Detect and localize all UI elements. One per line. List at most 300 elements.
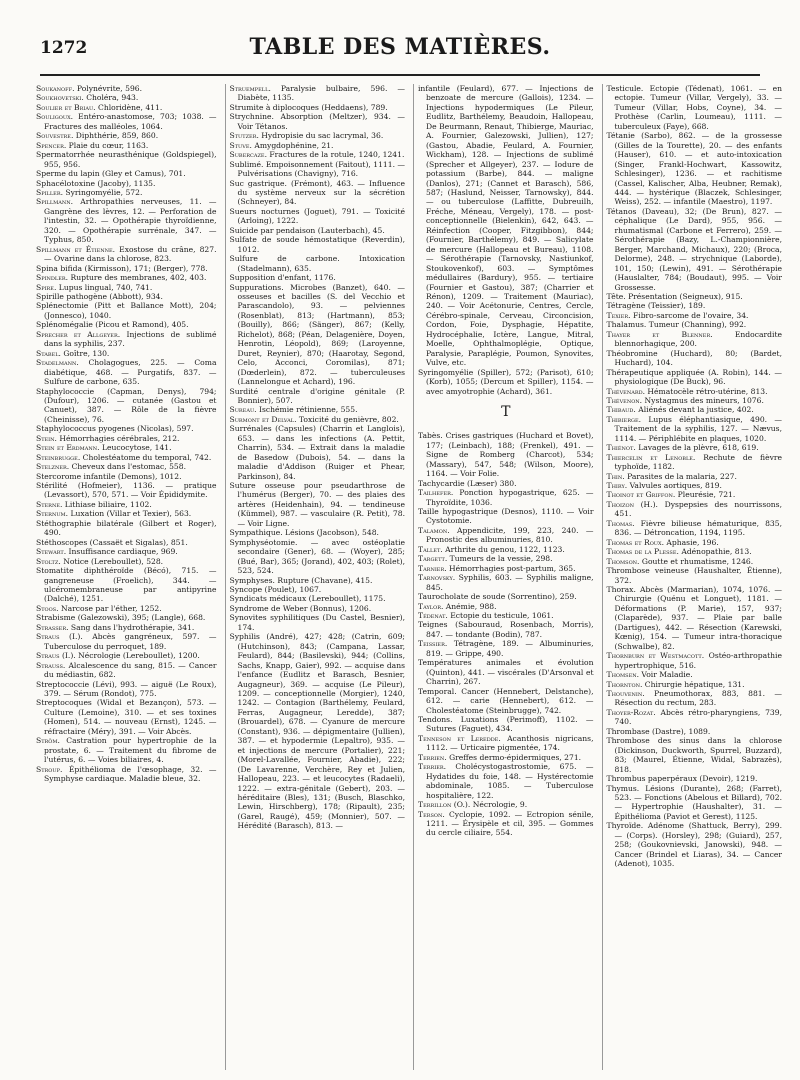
entry-text: Ischémie rétinienne, 555. — [256, 405, 358, 415]
index-entry — [36, 169, 217, 178]
index-entry — [36, 330, 217, 349]
entry-text: Spermatorrhée neurasthénique (Goldspiegel), 955, 956. — [36, 150, 217, 169]
entry-text: Arthrite du genou, 1122, 1123. — [442, 544, 565, 554]
page-number: 1272 — [40, 38, 88, 58]
index-entry — [230, 112, 406, 131]
entry-text: Acanthosis nigricans, 1112. — Urticaire pigmentée, 174. — [426, 733, 594, 753]
entry-author: Tailhefer. — [418, 488, 454, 498]
index-entry — [36, 131, 217, 140]
index-entry — [230, 84, 406, 103]
entry-text: Luxation (Villar et Texier), 563. — [68, 509, 192, 519]
index-entry — [36, 623, 217, 632]
index-entry — [36, 264, 217, 273]
entry-text: Goître, 130. — [60, 348, 110, 358]
entry-text: Suppurations. Microbes (Banzet), 640. — osseuses et bacilles (S. del Vecchio et Parascandolo), 93. — pelviennes (Rosenblat), 813; (Hartmann), 853; (Bouilly), 866; (Sänger), 867; (Kelly, Richelot), 868; (Péan, Delagenière, Doyen, Henrotin, Léopold), 869; (Laroyenne, Duret, Reynier), 870; (Haarotay, Segond, Celo, Acconci, Coromilas), 871; (Dœderlein), 872. — tuberculeuses (Lannelongue et Achard), 196. — [229, 282, 405, 387]
index-entry — [36, 632, 217, 651]
index-entry — [36, 349, 217, 358]
entry-text: Choléra, 943. — [83, 93, 139, 103]
index-entry — [418, 715, 594, 734]
entry-author: Tédenat. — [418, 611, 448, 621]
index-entry — [607, 349, 783, 368]
index-entry — [36, 661, 217, 680]
entry-text: Injections de sublimé dans la syphilis, 237. — [44, 329, 217, 349]
index-entry — [418, 554, 594, 563]
entry-author: Thoyer-Rozat. — [606, 707, 656, 717]
entry-text: Splénectomie (Pitt et Ballance Mott), 204; (Jonnesco), 1040. — [36, 301, 217, 320]
entry-text: Sulfate de soude hémostatique (Reverdin), 1012. — [229, 235, 405, 254]
index-entry — [230, 415, 406, 424]
entry-text: Ectopie du testicule, 1061. — [447, 611, 554, 621]
entry-author: Strauss. — [36, 660, 66, 670]
entry-text: Sublimé. Empoisonnement (Faitout), 1111. — Pulvérisations (Chavigny), 716. — [229, 159, 405, 179]
index-entry — [418, 545, 594, 554]
index-entry — [418, 687, 594, 715]
index-entry — [607, 84, 783, 131]
entry-author: Thiry. — [606, 481, 628, 491]
index-entry — [607, 784, 783, 822]
entry-text: Cyclopie, 1092. — Ectropion sénile, 1211. — Érysipèle et cil, 395. — Gommes du cercle ciliaire, 554. — [426, 809, 594, 838]
index-entry — [230, 226, 406, 235]
index-entry — [36, 519, 217, 538]
index-entry — [36, 188, 217, 197]
entry-author: Soukhovetski. — [36, 93, 84, 103]
entry-text: Cholécystogastrostomie, 675. — Hydatides du foie, 148. — Hystérectomie abdominale, 1085. — Tuberculose hospitalière, 122. — [426, 762, 594, 800]
entry-text: Taurocholate de soude (Sorrentino), 259. — [418, 592, 577, 602]
index-entry — [418, 564, 594, 573]
entry-author: Stabel. — [36, 348, 61, 358]
index-column-3 — [413, 84, 594, 1070]
index-entry — [36, 443, 217, 452]
entry-text: Symphyses. Rupture (Chavane), 415. — [229, 575, 373, 585]
index-entry — [607, 472, 783, 481]
entry-text: Stéthographie bilatérale (Gilbert et Roger), 490. — [36, 518, 217, 538]
entry-text: Syphilis (André), 427; 428; (Catrin, 609; (Hutchinson), 843; (Campana, Lassar, Feulard), 844; (Basilevski), 944; (Collins, Sachs, Knapp, Gaier), 992. — acquise dans l'enfance (Eudlitz et Barasch, Besnier, Augagneur), 369. — acquise (Le Pileur), 1209. — conceptionnelle (Morgier), 1240, 1242. — Contagion (Barthélemy, Feulard, Ferras, Augagneur, Leredde), 387; (Brouardel), 678. — Cyanure de mercure (Constant), 936. — dépigmentaire (Jullien), 387. — et hypodermie (Lepaltro), 935. — et injections de mercure (Portalier), 221; (Morel-Lavallée, Fournier, Abadie), 222; (De Lavarenne, Verchère, Rey et Julien, Hallopeau, 223. — et leucocytes (Radaeli), 1222. — extra-génitale (Gebert), 203. — héréditaire (Bles), 131; (Busch, Blaschko, Lewin, Hirschberg), 178; (Ripault), 235; (Garel, Raugé), 459; (Monnier), 507. — Hérédité (Barasch), 813. — — [229, 632, 405, 831]
entry-author: Ström. — [36, 736, 60, 746]
index-entry — [36, 547, 217, 556]
entry-author: Tarnovsky. — [418, 573, 456, 583]
index-entry — [36, 557, 217, 566]
index-column-1 — [36, 84, 217, 1070]
index-entry — [230, 405, 406, 414]
index-column-2 — [225, 84, 406, 1070]
entry-text: Thorax. Abcès (Marmarian), 1074, 1076. — Chirurgie (Quénu et Longuet), 1181. — Déformations (P. Marie), 157, 937; (Claparède), 937. — Plaie par balle (Dartigues), 442. — Résection (Karewski, Kœnig), 154. — Tumeur intra-thoracique (Schwalbe), 82. — [606, 585, 782, 651]
entry-text: Teignes (Sabouraud, Rosenbach, Morris), 847. — tondante (Bodin), 787. — [418, 620, 594, 639]
entry-author: Talamon. — [418, 525, 450, 535]
index-entry — [607, 207, 783, 292]
entry-text: Streptocoques (Widal et Bezançon), 573. — Culture (Lemoine), 310. — et ses toxines (Homen), 514. — nouveau (Ernst), 1245. — réfractaire (Méry), 391. — Voir Abcès. — [36, 698, 217, 736]
entry-text: Sueurs nocturnes (Joguet), 791. — Toxicité (Arloing), 1222. — [229, 206, 405, 226]
index-entry — [418, 762, 594, 800]
index-entry — [418, 734, 594, 753]
entry-author: Subercaze. — [229, 150, 267, 160]
index-entry — [418, 431, 594, 478]
index-entry — [607, 396, 783, 405]
index-entry — [230, 538, 406, 576]
entry-text: Exostose du crâne, 827. — Ovarine dans la chlorose, 823. — [44, 244, 217, 264]
entry-author: Thomas. — [606, 518, 635, 528]
entry-author: Surmont et Delval. — [229, 414, 297, 424]
entry-text: Arthropathies nerveuses, 11. — Gangrène des lèvres, 12. — Perforation de l'intestin, 32. — Opothérapie thyroïdienne, 320. — Opothérapie surrénale, 347. — Typhus, 850. — [44, 197, 217, 245]
entry-author: Spencer. — [36, 140, 67, 150]
entry-text: Lithiase biliaire, 1102. — [62, 499, 152, 509]
entry-author: Thoinot et Griffon. — [606, 490, 676, 500]
index-entry — [36, 509, 217, 518]
entry-author: Sprecher et Allgeyer. — [36, 329, 121, 339]
index-entry — [607, 736, 783, 774]
section-letter: T — [501, 403, 511, 420]
entry-author: Stoos. — [36, 603, 59, 613]
entry-text: Tétragène, 189. — Albuminuries, 819. — Grippe, 490. — [426, 639, 594, 658]
index-entry — [230, 235, 406, 254]
index-entry — [36, 736, 217, 764]
entry-author: Stein. — [36, 433, 57, 443]
entry-text: Tétragène (Teissier), 189. — [606, 301, 706, 311]
entry-text: Tendons. Luxations (Perimoff), 1102. — Sutures (Faguet), 434. — [418, 715, 594, 734]
entry-text: Chirurgie hépatique, 131. — [642, 679, 745, 689]
entry-author: Sureau. — [229, 405, 257, 415]
index-entry — [230, 604, 406, 613]
index-entry — [607, 453, 783, 472]
entry-text: Adénopathie, 813. — [678, 547, 752, 557]
page-header — [40, 28, 760, 68]
index-entry — [607, 519, 783, 538]
entry-author: Stadelmann. — [36, 358, 79, 368]
entry-author: Stuve. — [229, 140, 252, 150]
entry-text: Thérapeutique appliquée (A. Robin), 144. — physiologique (De Buck), 96. — [606, 367, 782, 387]
entry-text: Polynévrite, 596. — [74, 84, 143, 93]
entry-text: Tétanie (Sarbo), 862. — de la grossesse (Gilles de la Tourette), 20. — des enfants (Hauser), 610. — et auto-intoxication (Singer, Frankl-Hochwart, Kassowitz, Schlesinger), 1236. — et rachitisme (Cassel, Kalischer, Alba, Heubner, Remak), 444. — hystérique (Blaczek, Schlesinger, Weiss), 252. — infantile (Maestro), 1197. — [606, 131, 782, 207]
entry-text: Tabès. Crises gastriques (Huchard et Bovet), 177; (Leinbach), 188; (Frenkel), 491. — Signe de Romberg (Charcot), 534; (Massary), 547, 548; (Wilson, Moore), 1164. — Voir Folie. — [418, 431, 594, 479]
entry-text: Fractures de la rotule, 1240, 1241. — [266, 150, 405, 160]
index-entry — [36, 651, 217, 660]
entry-author: Strasser. — [36, 622, 69, 632]
index-entry — [36, 112, 217, 131]
entry-text: Entéro-anastomose, 703; 1038. — Fractures des malléoles, 1064. — [44, 112, 217, 131]
entry-author: Stroup. — [36, 764, 63, 774]
entry-author: Thoizon (H.). — [606, 499, 658, 509]
index-entry — [36, 245, 217, 264]
entry-text: Thrombus paperpéraux (Devoir), 1219. — [606, 774, 758, 784]
entry-text: Tête. Présentation (Seigneux), 915. — [606, 291, 743, 301]
index-entry — [230, 585, 406, 594]
entry-text: Thrombose des sinus dans la chlorose (Dickinson, Duckworth, Spurrel, Buzzard), 83; (Maurel, Étienne, Widal, Sabrazès), 818. — [606, 736, 782, 774]
entry-text: Sang dans l'hydrothérapie, 341. — [68, 622, 195, 632]
index-entry — [607, 330, 783, 349]
entry-text: Spirille pathogène (Abbott), 934. — [36, 291, 163, 301]
entry-text: Suicide par pendaison (Lauterbach), 45. — [229, 225, 385, 235]
index-entry — [607, 566, 783, 585]
entry-author: Spindler. — [36, 273, 69, 283]
entry-text: Leucocytose, 141. — [99, 443, 172, 453]
index-entry — [36, 320, 217, 329]
index-entry — [36, 103, 217, 112]
entry-text: Endocardite blennorhagique, 200. — [614, 329, 782, 349]
index-entry — [36, 481, 217, 500]
entry-text: Strumite à diplocoques (Heddaens), 789. — [229, 102, 388, 112]
index-entry — [36, 453, 217, 462]
entry-author: Terson. — [418, 809, 445, 819]
index-entry — [418, 658, 594, 686]
index-entry — [230, 424, 406, 481]
entry-text: Rupture des membranes, 402, 403. — [68, 273, 207, 283]
entry-text: Paralysie bulbaire, 596. — Diabète, 1135. — [237, 84, 405, 103]
entry-text: Spina bifida (Kirmisson), 171; (Berger), 778. — [36, 263, 208, 273]
index-entry — [230, 481, 406, 528]
index-entry — [36, 566, 217, 604]
index-entry — [607, 727, 783, 736]
index-entry — [230, 179, 406, 207]
index-entry — [418, 611, 594, 620]
index-entry — [607, 651, 783, 670]
index-entry — [230, 576, 406, 585]
entry-text: Aliénés devant la justice, 402. — [635, 405, 754, 415]
entry-author: Souligoux. — [36, 112, 74, 122]
entry-text: Thrombose veineuse (Haushalter, Étienne), 372. — [606, 566, 782, 585]
index-entry — [607, 443, 783, 452]
index-entry — [230, 207, 406, 226]
entry-author: Soulier et Briau. — [36, 102, 96, 112]
index-entry — [607, 405, 783, 414]
entry-text: Stérilité (Hofmeier), 1136. — pratique (Levassort), 570, 571. — Voir Épididymite. — [36, 481, 217, 500]
index-entry — [36, 179, 217, 188]
index-entry — [36, 301, 217, 320]
entry-text: Goutte et rhumatisme, 1246. — [639, 556, 754, 566]
entry-text: Surrénales (Capsules) (Charrin et Langlois), 653. — dans les infections (A. Pettit, Charrin), 534. — Extrait dans la maladie de Basedow (Dubois), 54. — dans la maladie d'Addison (Ruiger et Phear, Parkinson), 84. — [229, 424, 405, 481]
index-entry — [607, 292, 783, 301]
entry-text: Temporal. Cancer (Hennebert, Delstanche), 612. — carie (Hennebert), 612. — Cholestéatome (Steinbrugge), 742. — [418, 686, 594, 715]
entry-text: Syringomyélie, 572. — [63, 187, 143, 197]
entry-text: Suc gastrique. (Frémont), 463. — Influence du système nerveux sur la sécrétion (Schneyer), 84. — [229, 178, 405, 207]
entry-author: Texier. — [606, 310, 631, 320]
entry-author: Thiercelin et Lenoble. — [606, 452, 696, 462]
index-entry — [36, 765, 217, 784]
entry-author: Sternum. — [36, 509, 69, 519]
entry-author: Thomas et Roux. — [606, 537, 664, 547]
entry-text: Parasites de la malaria, 227. — [624, 471, 737, 481]
entry-text: Stéthoscopes (Cassaët et Sigalas), 851. — [36, 537, 188, 547]
index-entry — [607, 500, 783, 519]
entry-author: Tallet. — [418, 544, 443, 554]
entry-author: Sterne. — [36, 499, 63, 509]
entry-text: Théobromine (Huchard), 80; (Bardet, Huchard), 104. — [606, 348, 782, 368]
entry-author: Terrillon (O.). — [418, 800, 471, 810]
entry-text: Amygdophénine, 21. — [251, 140, 334, 150]
entry-text: Staphylococcie (Capman, Denys), 794; (Dufour), 1206. — cutanée (Gastou et Canuet), 387. — Rôle de la fièvre (Cheinisse), 76. — [36, 386, 217, 424]
entry-author: Struempell. — [229, 84, 271, 93]
index-entry — [36, 93, 217, 102]
index-entry — [607, 689, 783, 708]
index-entry — [418, 479, 594, 488]
entry-text: Ostéo-arthropathie hypertrophique, 516. — [614, 651, 782, 670]
index-entry — [36, 283, 217, 292]
index-entry — [230, 283, 406, 387]
index-entry — [36, 434, 217, 443]
entry-text: Cholestéatome du temporal, 742. — [80, 452, 212, 462]
entry-text: Températures animales et évolution (Quinton), 441. — viscérales (D'Arsonval et Charrin), 267. — [418, 658, 594, 687]
entry-text: Aphasie, 196. — [664, 537, 719, 547]
entry-text: Tumeurs de la vessie, 298. — [447, 554, 553, 564]
entry-author: Thouvenin. — [606, 689, 645, 698]
entry-text: Toxicité du genièvre, 802. — [296, 414, 399, 424]
entry-text: Stomatite diphthéroïde (Bécó), 715. — gangreneuse (Froelich), 344. — ulcéromembraneuse par antipyrine (Dalché), 1251. — [36, 566, 217, 604]
index-entry — [36, 538, 217, 547]
index-entry — [36, 472, 217, 481]
entry-text: Insuffisance cardiaque, 969. — [66, 547, 178, 557]
index-entry — [418, 84, 594, 368]
index-entry — [36, 292, 217, 301]
index-entry — [418, 602, 594, 611]
entry-author: Thornburn et Westmacott. — [606, 651, 705, 661]
entry-text: Fièvre bilieuse hématurique, 835, 836. — Détroncation, 1194, 1195. — [614, 518, 782, 538]
entry-author: Tarnier. — [418, 563, 447, 573]
entry-author: Spire. — [36, 282, 57, 292]
entry-author: Stoltz. — [36, 556, 61, 566]
entry-text: Strychnine. Absorption (Meltzer), 934. — Voir Tétanos. — [229, 112, 405, 131]
entry-text: Épithélioma de l'œsophage, 32. — Symphyse cardiaque. Maladie bleue, 32. — [44, 764, 217, 784]
entry-text: Lavages de la plèvre, 618, 619. — [635, 443, 759, 453]
entry-text: Splénomégalie (Picou et Ramond), 405. — [36, 320, 189, 330]
entry-text: Symphyséotomie. — avec ostéoplatie secondaire (Gener), 68. — (Woyer), 285; (Bué, Bar), 365; (Jorand), 402, 403; (Rolet), 523, 524. — [229, 537, 405, 576]
entry-author: Terrien. — [418, 752, 447, 762]
index-entry — [418, 573, 594, 592]
index-entry — [418, 753, 594, 762]
entry-text: Castration pour hypertrophie de la prostate, 6. — Traitement du fibrome de l'utérus, 6. — Voies biliaires, 4. — [44, 736, 217, 765]
entry-text: Dyspepsies des nourrissons, 451. — [614, 499, 782, 519]
index-entry — [607, 774, 783, 783]
entry-text: Thyroïde. Adénome (Shattuck, Berry), 299. — (Corps). (Horsley), 298; (Guiard), 257, 258; (Goukovnievski, Janowski), 948. — Cancer (Brindel et Liaras), 34. — Cancer (Adenot), 1035. — [606, 821, 782, 869]
index-entry — [230, 528, 406, 537]
entry-author: Thibaud. — [606, 405, 636, 415]
entry-author: Tenneson et Leredde. — [418, 733, 501, 743]
entry-text: Lupus lingual, 740, 741. — [56, 282, 153, 292]
entry-author: Thévenon. — [606, 395, 643, 405]
page-title: TABLE DES MATIÈRES. — [249, 34, 551, 60]
index-entry — [607, 708, 783, 727]
index-entry — [607, 387, 783, 396]
index-entry — [230, 131, 406, 140]
entry-author: Stewart. — [36, 547, 67, 557]
entry-author: Stelzner. — [36, 462, 70, 472]
index-entry — [230, 273, 406, 282]
entry-text: Sphacélotoxine (Jacoby), 1135. — [36, 178, 156, 188]
entry-author: Thomas de la Plesse. — [606, 547, 679, 557]
entry-text: Lupus éléphantiasique, 490. — Traitement de la syphilis, 127. — Nævus, 1114. — Périphlébite en plaques, 1020. — [614, 414, 782, 443]
entry-author: Souvestre. — [36, 131, 74, 141]
entry-author: Spillmann et Étienne. — [36, 244, 116, 254]
entry-author: Thornton. — [606, 679, 643, 689]
entry-author: Targett. — [418, 554, 448, 564]
entry-text: Hémorrhagies post-partum, 365. — [446, 563, 576, 573]
entry-text: Taille hypogastrique (Desnos), 1110. — Voir Cystotomie. — [418, 507, 594, 526]
index-column-4 — [602, 84, 783, 1070]
entry-text: Greffes dermo-épidermiques, 271. — [446, 752, 582, 762]
index-entry — [36, 680, 217, 699]
index-entry — [230, 103, 406, 112]
index-entry — [607, 320, 783, 329]
entry-author: Thibierge. — [606, 414, 642, 424]
index-entry — [36, 141, 217, 150]
entry-author: Spiller. — [36, 187, 64, 197]
entry-text: Thrombase (Dastre), 1089. — [606, 726, 711, 736]
entry-text: infantile (Feulard), 677. — Injections de benzoate de mercure (Gallois), 1234. — Injections hypodermiques (Le Pileur, Eudlitz, Barthélemy, Beaudoin, Hallopeau, De Beurmann, Renaut, Thibierge, Mauriac, A. Fournier, Galezowski, Jullien), 127; (Gastou, Abadie, Feulard, A. Fournier, Wickham), 128. — Injections de sublimé (Sprecher et Allgeyer), 237. — Iodure de potassium (Barbe), 844. — maligne (Danlos), 271; (Cannet et Barasch), 586, 587; (Haslund, Neisser, Tarnowsky), 844. — ou tuberculose (Laffitte, Dubreuilh, Fréche, Méneau, Vergely), 178. — post-conceptionnelle (Bielenkin), 642, 643. — Réinfection (Cooper, Fitzgibbon), 844; (Fournier, Barthélemy), 849. — Salicylate de mercure (Hallopeau et Bureau), 1108. — Sérothérapie (Tarnovsky, Nastiunkof, Stoukovenkof), 603. — Symptômes médullaires (Bardury), 955. — tertiaire (Fournier et Gastou), 387; (Charrier et Rénon), 1209. — Traitement (Mauriac), 240. — Voir Acétonurie, Centres, Cercle, Cérébro-spinale, Cerveau, Circoncision, Cordon, Foie, Dysphagie, Hépatite, Hydrocéphalie, Ictère, Langue, Mitral, Moelle, Ophthalmoplégie, Optique, Paralysie, Paraplégie, Poumon, Synovites, Vulve, etc. — [418, 84, 594, 368]
entry-text: Pneumothorax, 883, 881. — Résection du rectum, 283. — [614, 689, 782, 708]
entry-text: Hydropisie du sac lacrymal, 36. — [258, 131, 384, 141]
entry-text: Pleurésie, 721. — [675, 490, 736, 500]
entry-text: Notice (Lereboullet), 528. — [60, 556, 164, 566]
index-entry — [607, 680, 783, 689]
entry-author: Thomson. — [606, 556, 640, 566]
index-entry — [36, 424, 217, 433]
index-entry — [418, 620, 594, 639]
entry-text: Syphilis, 603. — Syphilis maligne, 845. — [426, 573, 594, 592]
index-entry — [607, 131, 783, 207]
entry-text: Syndrome de Weber (Bonnus), 1206. — [229, 603, 372, 613]
index-entry — [36, 84, 217, 93]
entry-author: Straus (I.). — [36, 651, 76, 661]
entry-text: Syringomyélie (Spiller), 572; (Parisot), 610; (Korb), 1055; (Dercum et Spiller), 1154. — avec amyotrophie (Achard), 361. — [418, 367, 594, 396]
entry-text: Testicule. Ectopie (Tédenat), 1061. — en ectopie. Tumeur (Villar, Vergely), 33. — Tumeur (Villar, Hobs, Coyne), 34. — Prothèse (Carlin, Loumeau), 1111. — tuberculeux (Faye), 668. — [606, 84, 782, 131]
index-entry — [230, 160, 406, 179]
entry-text: Valvules aortiques, 819. — [627, 481, 722, 491]
entry-text: Rechute de fièvre typhoïde, 1182. — [614, 452, 782, 472]
entry-text: Fibro-sarcome de l'ovaire, 34. — [630, 310, 749, 320]
entry-text: Thymus. Lésions (Durante), 268; (Farret), 523. — Fonctions (Abelous et Billard), 702. — Hypertrophie (Haushalter), 31. — Épithélioma (Paviot et Gerest), 1125. — [606, 783, 782, 821]
entry-text: Appendicite, 199, 223, 240. — Pronostic des albuminuries, 810. — [426, 525, 594, 545]
entry-author: Taylor. — [418, 601, 444, 611]
index-entry — [607, 415, 783, 443]
entry-author: Thomsen. — [606, 670, 640, 680]
index-entry — [418, 507, 594, 526]
entry-author: Thayer et Blenner. — [606, 329, 713, 339]
entry-author: Teissier. — [418, 639, 448, 649]
entry-text: Sulfure de carbone. Intoxication (Stadelmann), 635. — [229, 254, 405, 273]
entry-text: Diphthérie, 859, 860. — [73, 131, 159, 141]
entry-author: Terrier. — [418, 762, 447, 772]
index-entry — [36, 387, 217, 425]
entry-text: Staphylococcus pyogenes (Nicolas), 597. — [36, 424, 194, 434]
index-entry — [607, 670, 783, 679]
index-entry — [36, 150, 217, 169]
entry-text: Thalamus. Tumeur (Channing), 992. — [606, 320, 747, 330]
entry-text: Surdité centrale d'origine génitale (P. Bonnier), 507. — [229, 386, 405, 405]
entry-author: Spillmann. — [36, 197, 74, 207]
entry-text: Hématocèle rétro-utérine, 813. — [645, 386, 768, 396]
index-entry — [418, 810, 594, 838]
entry-text: Nécrologie (Lereboullet), 1200. — [75, 651, 200, 661]
index-entry — [230, 594, 406, 603]
entry-text: Abcès rétro-pharyngiens, 739, 740. — [614, 707, 782, 727]
index-entry — [418, 526, 594, 545]
index-columns — [36, 84, 782, 1070]
index-entry — [607, 481, 783, 490]
entry-text: Plaie du cœur, 1163. — [66, 140, 149, 150]
entry-text: Ponction hypogastrique, 625. — Thyroïdite, 1036. — [426, 488, 594, 507]
index-entry — [607, 311, 783, 320]
entry-author: Thin. — [606, 471, 625, 481]
index-entry — [607, 821, 783, 868]
index-entry — [607, 301, 783, 310]
index-entry — [607, 368, 783, 387]
entry-text: Tétanos (Daveau), 32; (De Brun), 827. — céphalique (Le Dard), 955, 956. — rhumatismal (Carbone et Ferrero), 259. — Sérothérapie (Bazy, L.-Championnière, Berger, Marchand, Michaux), 220; (Broca, Delorme), 248. — strychnique (Laborde), 101, 150; (Lewin), 491. — Sérothérapie (Hauslalter, 784; (Boudaut), 995. — Voir Grossesse. — [606, 206, 782, 292]
entry-text: Voir Maladie. — [639, 670, 693, 680]
index-entry — [230, 150, 406, 159]
index-entry — [230, 387, 406, 406]
index-entry — [36, 604, 217, 613]
index-entry — [36, 698, 217, 736]
index-entry — [36, 500, 217, 509]
index-entry — [607, 538, 783, 547]
index-entry — [418, 368, 594, 396]
